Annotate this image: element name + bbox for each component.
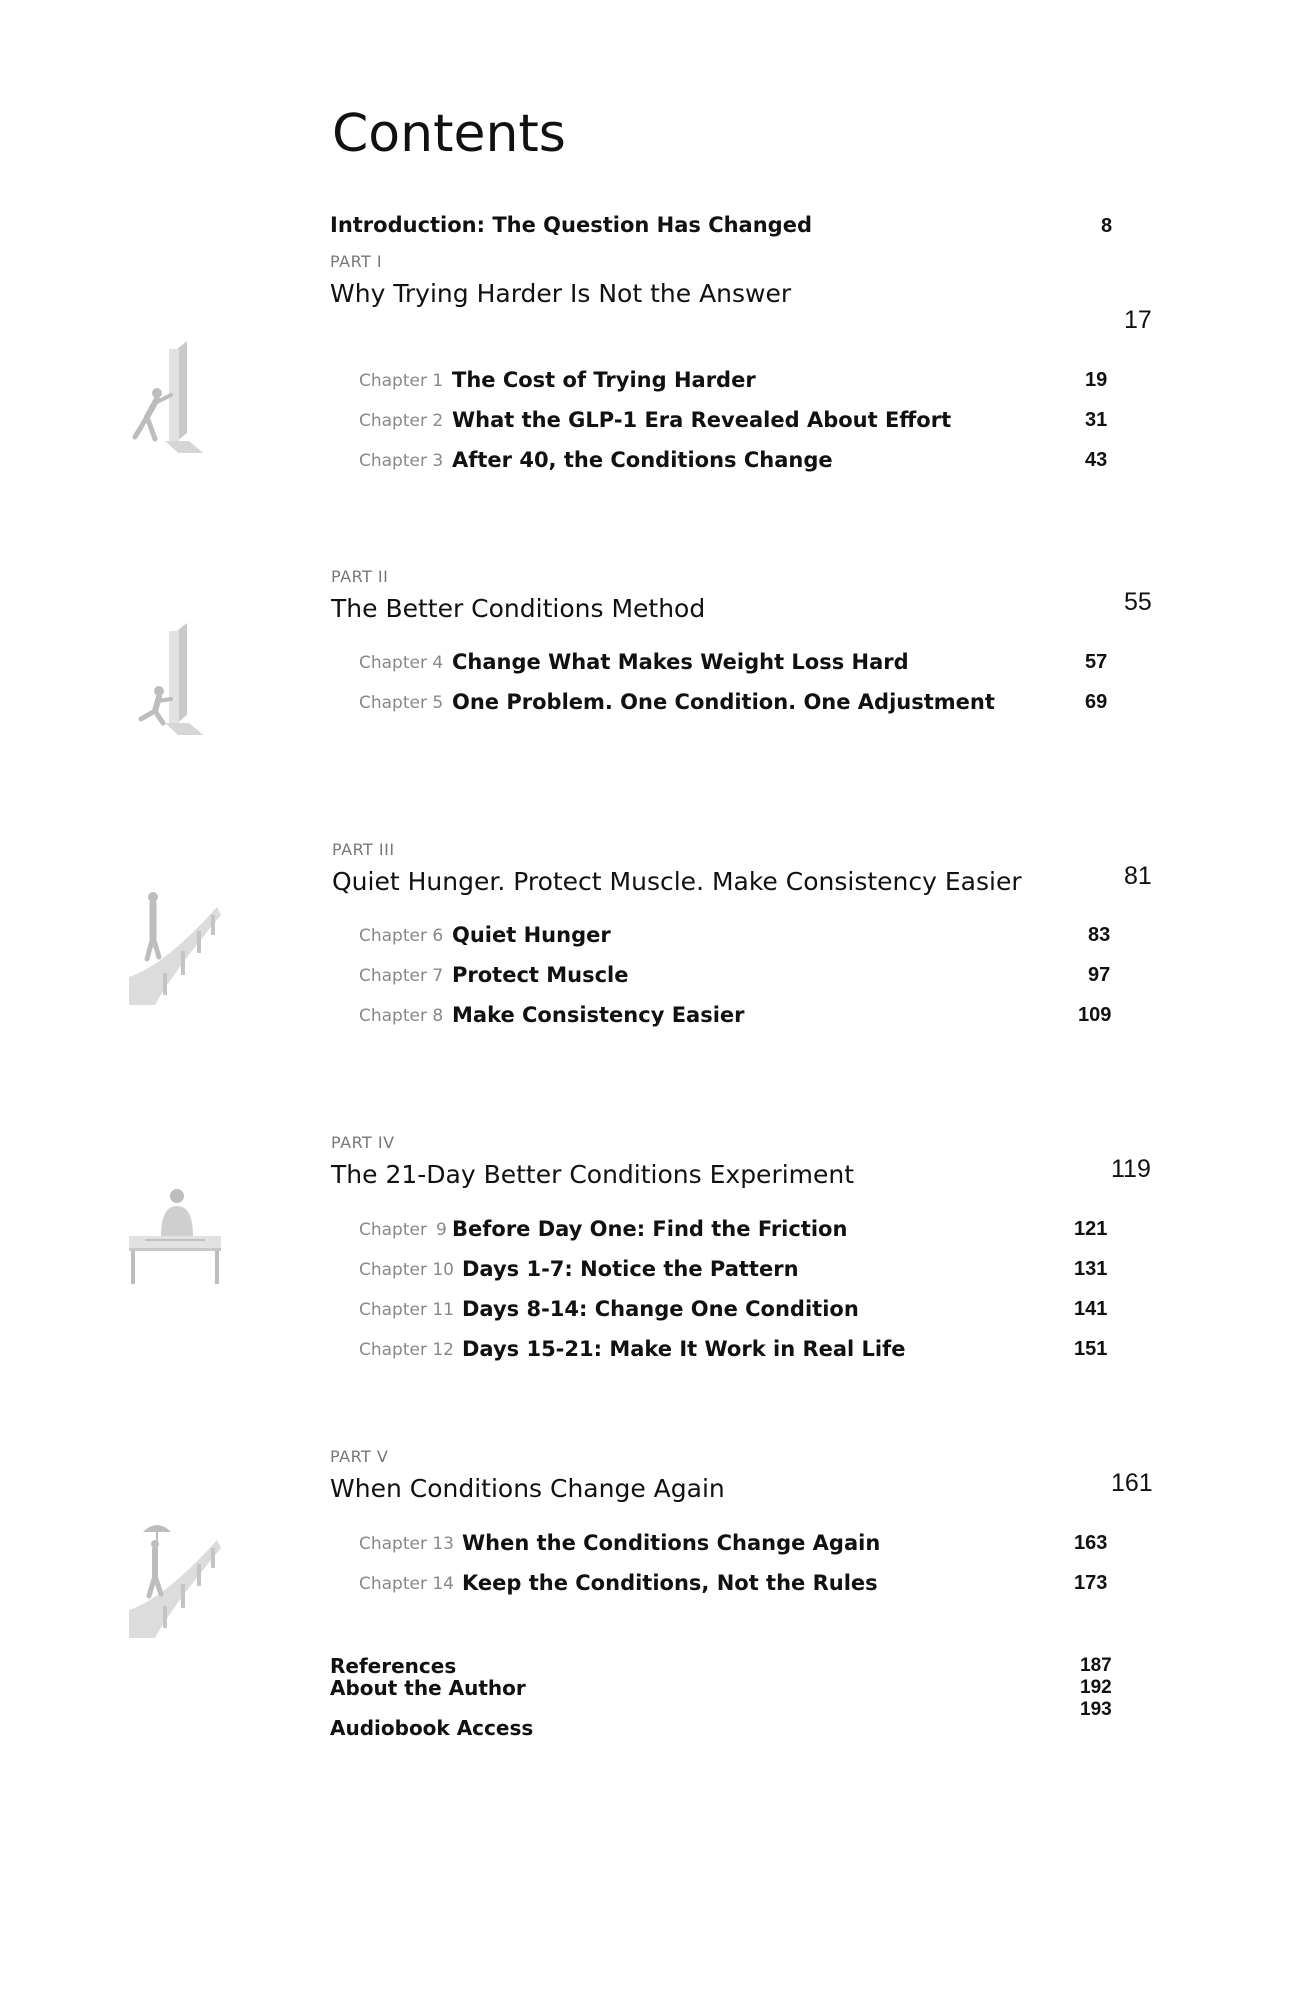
part-2-title[interactable]: The Better Conditions Method (331, 594, 706, 623)
part-3-label: PART III (332, 840, 395, 859)
chapter-14-label: Chapter 14 (359, 1574, 455, 1594)
audiobook-title[interactable]: Audiobook Access (330, 1716, 534, 1740)
chapter-11-title[interactable]: Days 8-14: Change One Condition (462, 1297, 859, 1321)
chapter-2-label: Chapter 2 (359, 411, 444, 431)
person-umbrella-bridge-icon (125, 1518, 225, 1638)
part-3-page: 81 (1124, 862, 1152, 890)
chapter-1-title[interactable]: The Cost of Trying Harder (452, 368, 756, 392)
person-walking-bridge-icon (125, 885, 225, 1005)
chapter-5-page: 69 (1085, 691, 1108, 713)
part-2-label: PART II (331, 567, 389, 586)
chapter-2-title[interactable]: What the GLP-1 Era Revealed About Effort (452, 408, 952, 432)
references-title[interactable]: References (330, 1654, 457, 1678)
chapter-13-label: Chapter 13 (359, 1534, 455, 1554)
part-4-page: 119 (1111, 1155, 1151, 1183)
part-1-label: PART I (330, 252, 383, 271)
chapter-4-label: Chapter 4 (359, 653, 444, 673)
chapter-9-label: Chapter (359, 1220, 427, 1240)
chapter-5-label: Chapter 5 (359, 693, 444, 713)
chapter-9-title[interactable]: Before Day One: Find the Friction (452, 1217, 848, 1241)
chapter-7-label: Chapter 7 (359, 966, 444, 986)
person-at-desk-icon (125, 1180, 225, 1300)
chapter-13-page: 163 (1074, 1532, 1108, 1554)
about-author-page: 192 (1080, 1677, 1112, 1698)
chapter-8-page: 109 (1078, 1004, 1112, 1026)
person-kneeling-wall-icon (125, 615, 225, 735)
chapter-13-title[interactable]: When the Conditions Change Again (462, 1531, 881, 1555)
intro-title[interactable]: Introduction: The Question Has Changed (330, 213, 812, 237)
audiobook-page: 193 (1080, 1699, 1112, 1720)
about-author-title[interactable]: About the Author (330, 1676, 526, 1700)
chapter-6-page: 83 (1088, 924, 1111, 946)
chapter-3-label: Chapter 3 (359, 451, 444, 471)
part-4-label: PART IV (331, 1133, 395, 1152)
part-4-title[interactable]: The 21-Day Better Conditions Experiment (331, 1160, 855, 1189)
references-page: 187 (1080, 1655, 1112, 1676)
chapter-3-page: 43 (1085, 449, 1108, 471)
chapter-5-title[interactable]: One Problem. One Condition. One Adjustment (452, 690, 995, 714)
person-pushing-wall-icon (125, 333, 225, 453)
part-5-page: 161 (1111, 1469, 1153, 1497)
chapter-2-page: 31 (1085, 409, 1108, 431)
chapter-4-page: 57 (1085, 651, 1108, 673)
chapter-12-label: Chapter 12 (359, 1340, 455, 1360)
part-3-title[interactable]: Quiet Hunger. Protect Muscle. Make Consistency Easier (332, 867, 1022, 896)
chapter-9-number: 9 (436, 1220, 447, 1240)
chapter-12-title[interactable]: Days 15-21: Make It Work in Real Life (462, 1337, 906, 1361)
chapter-7-page: 97 (1088, 964, 1111, 986)
chapter-7-title[interactable]: Protect Muscle (452, 963, 629, 987)
chapter-10-page: 131 (1074, 1258, 1108, 1280)
chapter-1-page: 19 (1085, 369, 1108, 391)
part-2-page: 55 (1124, 588, 1152, 616)
intro-page: 8 (1101, 215, 1113, 237)
chapter-9-page: 121 (1074, 1218, 1108, 1240)
chapter-6-label: Chapter 6 (359, 926, 444, 946)
chapter-10-label: Chapter 10 (359, 1260, 455, 1280)
chapter-11-label: Chapter 11 (359, 1300, 455, 1320)
chapter-14-page: 173 (1074, 1572, 1108, 1594)
chapter-6-title[interactable]: Quiet Hunger (452, 923, 611, 947)
chapter-4-title[interactable]: Change What Makes Weight Loss Hard (452, 650, 909, 674)
part-1-title[interactable]: Why Trying Harder Is Not the Answer (330, 279, 792, 308)
chapter-8-label: Chapter 8 (359, 1006, 444, 1026)
chapter-8-title[interactable]: Make Consistency Easier (452, 1003, 745, 1027)
page-title: Contents (332, 104, 566, 164)
chapter-3-title[interactable]: After 40, the Conditions Change (452, 448, 833, 472)
part-5-title[interactable]: When Conditions Change Again (330, 1474, 725, 1503)
part-5-label: PART V (330, 1447, 389, 1466)
chapter-11-page: 141 (1074, 1298, 1108, 1320)
chapter-1-label: Chapter 1 (359, 371, 444, 391)
chapter-12-page: 151 (1074, 1338, 1108, 1360)
part-1-page: 17 (1124, 306, 1152, 334)
chapter-10-title[interactable]: Days 1-7: Notice the Pattern (462, 1257, 799, 1281)
chapter-14-title[interactable]: Keep the Conditions, Not the Rules (462, 1571, 878, 1595)
